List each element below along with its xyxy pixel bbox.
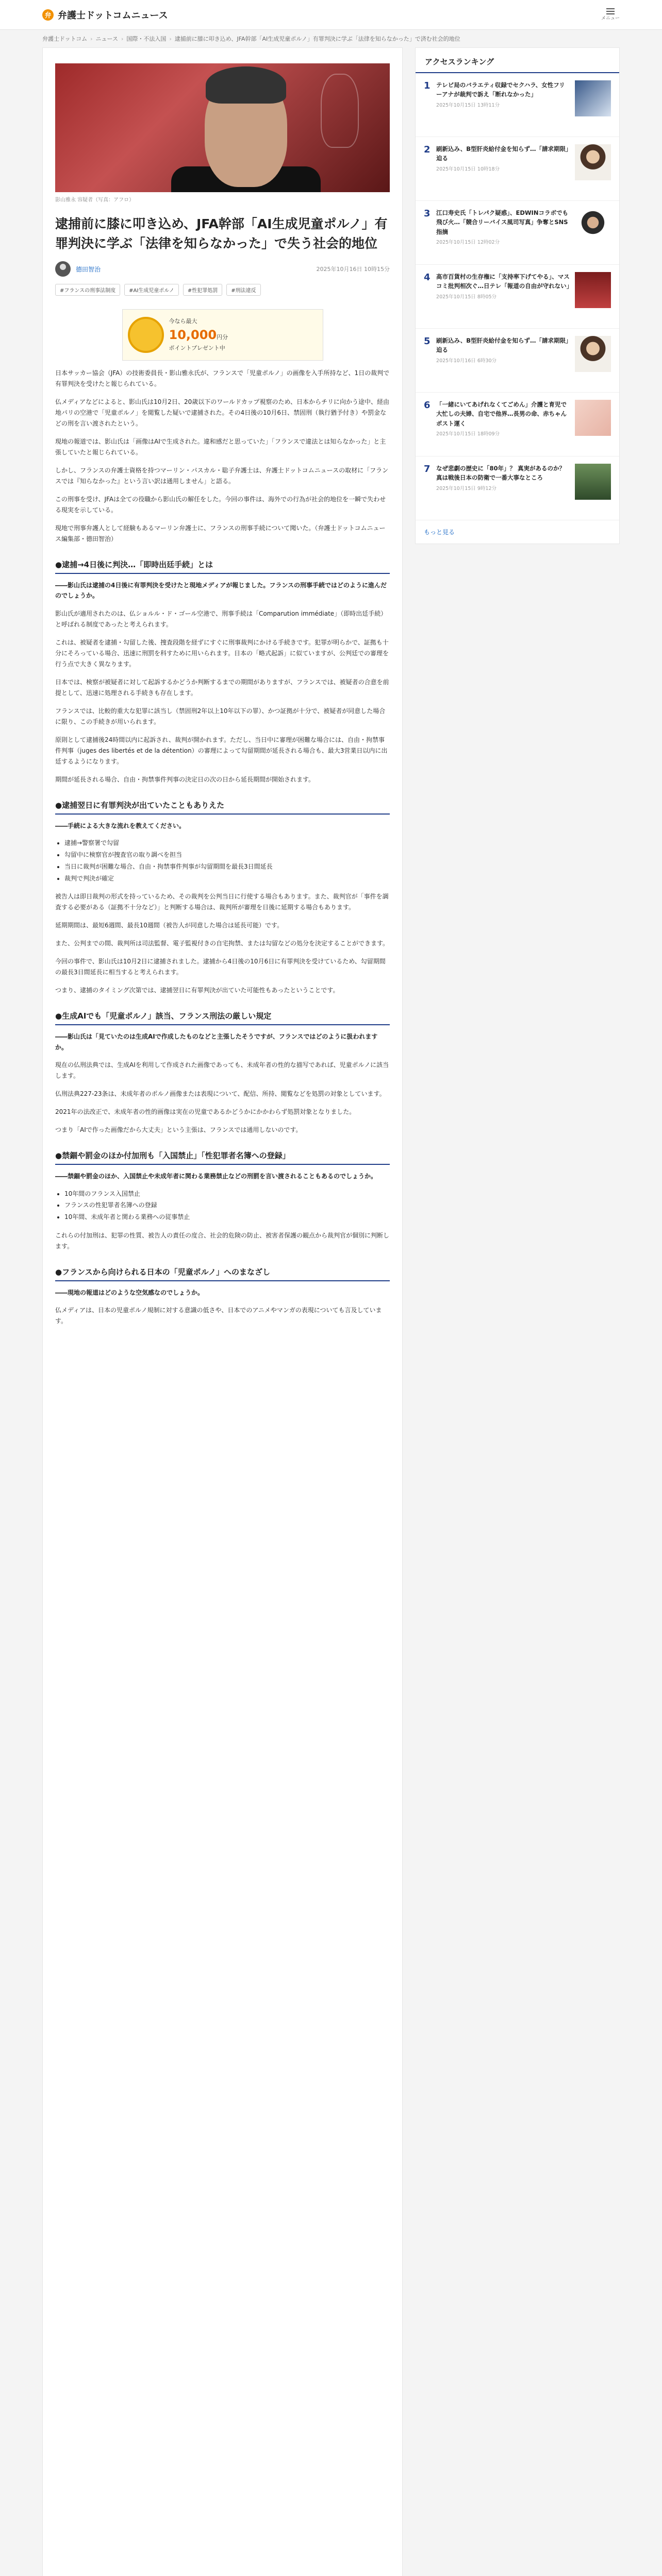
breadcrumb-category[interactable]: 国際・不法入国 (126, 36, 167, 42)
paragraph: フランスでは、比較的重大な犯罪に該当し（禁固刑2年以上10年以下の罪）、かつ証拠が十分で、被疑者が同意した場合に限り、この手続きが用いられます。 (55, 707, 386, 725)
list-item: • 裁判で判決が確定 (64, 873, 390, 885)
page-layout (0, 47, 662, 2576)
ranking-date: 2025年10月16日 6時30分 (436, 358, 497, 364)
site-name: 弁護士ドットコムニュース (58, 10, 168, 21)
ranking-thumbnail[interactable] (575, 336, 611, 372)
rank-number: 5 (424, 336, 431, 347)
list-item: • 勾留中に検察官が捜査官の取り調べを担当 (64, 849, 390, 861)
ranking-date: 2025年10月15日 13時11分 (436, 102, 500, 108)
paragraph: つまり「AIで作った画像だから大丈夫」という主張は、フランスでは通用しないのです。 (55, 1126, 302, 1134)
list-item: • 10年間、未成年者と関わる業務への従事禁止 (64, 1211, 390, 1223)
photo-subject-hair (206, 66, 286, 104)
rank-number: 6 (424, 400, 431, 411)
ad-sub: ポイントプレゼント中 (169, 345, 225, 351)
paragraph: 影山氏が適用されたのは、仏ショルル・ド・ゴール空港で、刑事手続は「Comparution immédiate」（即時出廷手続）と呼ばれる制度であったと考えられます。 (55, 609, 387, 628)
breadcrumb-separator: › (90, 35, 93, 42)
paragraph: 現地の報道では、影山氏は「画像はAIで生成された。違和感だと思っていた」「フランスで違法とは知らなかった」と主張していたと報じられている。 (55, 438, 386, 456)
ranking-title[interactable]: 刷新込み、B型肝炎給付金を知らず…「請求期限」迫る (436, 337, 569, 354)
breadcrumb-separator: › (169, 35, 172, 42)
article (42, 47, 403, 2576)
paragraph: 被告人は即日裁判の形式を持っているため、その裁判を公判当日に行使する場合もあります。また、裁判官が「事件を調査する必要がある（証拠不十分など）」と判断する場合は、裁判所が審理を日後に延期する場合もあります。 (55, 893, 389, 911)
interview-question: ――影山氏は逮捕の4日後に有罪判決を受けたと現地メディアが報じました。フランスの刑事手続ではどのように進んだのでしょうか。 (55, 582, 387, 600)
paragraph: これらの付加刑は、犯罪の性質、被告人の責任の度合、社会的危険の防止、被害者保護の観点から裁判官が個別に判断します。 (55, 1231, 390, 1250)
paragraph: 原則として逮捕後24時間以内に起訴され、裁判が開かれます。ただし、当日中に審理が困難な場合には、自由・拘禁事件判事（juges des libertés et de la détention）の審理によって勾留期間が延長される場合も、最大3営業日以内に出廷するようになります。 (55, 736, 388, 765)
bullet-list (64, 1188, 390, 1223)
section-heading: ●フランスから向けられる日本の「児童ポルノ」へのまなざし (55, 1266, 390, 1281)
ranking-date: 2025年10月15日 12時02分 (436, 240, 500, 246)
ranking-title[interactable]: 「一緒にいてあげれなくてごめん」介護と育児で大忙しの夫婦、自宅で他界…長男の命、赤ちゃんポスト運く (436, 401, 567, 427)
paragraph: この刑事を受け、JFAは全ての役職から影山氏の解任をした。今回の事件は、海外での行為が社会的地位を一瞬で失わせる現実を示している。 (55, 496, 386, 514)
article-title: 逮捕前に膝に叩き込め、JFA幹部「AI生成児童ポルノ」有罪判決に学ぶ「法律を知らなかった」で失う社会的地位 (55, 216, 388, 251)
rank-number: 2 (424, 144, 431, 155)
list-item: • フランスの性犯罪者名簿への登録 (64, 1199, 390, 1211)
photo-background-glass (321, 74, 359, 148)
ranking-thumbnail[interactable] (575, 80, 611, 116)
ranking-title[interactable]: 江口寿史氏「トレパク疑惑」、EDWINコラボでも飛び火…「競合リーバイス風司写真」争奪とSNS指摘 (436, 209, 568, 235)
logo-mark-icon: 弁 (42, 9, 54, 21)
paragraph: 現地で刑事弁護人として経験もあるマーリン弁護士に、フランスの刑事手続について聞いた。（弁護士ドットコムニュース編集部・德田智治） (55, 524, 386, 543)
paragraph: 2021年の法改正で、未成年者の性的画像は実在の児童であるかどうかにかかわらず処罰対象となりました。 (55, 1108, 356, 1116)
hamburger-icon (606, 8, 615, 14)
tag[interactable]: #フランスの刑事法制度 (55, 284, 120, 296)
ad-amount: 10,000 (169, 328, 217, 342)
ranking-item[interactable] (416, 393, 619, 456)
ranking-thumbnail[interactable] (575, 272, 611, 308)
rank-number: 4 (424, 272, 431, 283)
ranking-title[interactable]: 刷新込み、B型肝炎給付金を知らず…「請求期限」迫る (436, 145, 569, 162)
tag[interactable]: #AI生成児童ポルノ (124, 284, 179, 296)
article-body (43, 368, 402, 1327)
breadcrumb-current: 逮捕前に膝に叩き込め、JFA幹部「AI生成児童ポルノ」有罪判決に学ぶ「法律を知らなかった」で済む社会的地位 (174, 36, 460, 42)
rank-number: 1 (424, 80, 431, 91)
paragraph: 日本では、検察が被疑者に対して起訴するかどうか判断するまでの期間がありますが、フランスでは、被疑者の合意を前提として、迅速に処理される手続きも存在します。 (55, 678, 389, 697)
ad-unit: 円分 (217, 334, 228, 341)
paragraph: 延期期間は、最短6週間、最長10週間（被告人が同意した場合は延長可能）です。 (55, 922, 283, 929)
ranking-widget (415, 47, 620, 544)
paragraph: 現在の仏刑法典では、生成AIを利用して作成された画像であっても、未成年者の性的な描写であれば、児童ポルノに該当します。 (55, 1061, 389, 1080)
interview-question: ――影山氏は「見ていたのは生成AIで作成したものなどと主張したそうですが、フランスではどのように扱われますか。 (55, 1033, 378, 1051)
paragraph: また、公判までの間、裁判所は司法監督、電子監視付きの自宅拘禁、または勾留などの処分を決定することができます。 (55, 940, 389, 947)
ranking-date: 2025年10月15日 10時18分 (436, 166, 500, 172)
rank-number: 7 (424, 464, 431, 474)
interview-question: ――禁錮や罰金のほか、入国禁止や未成年者に関わる業務禁止などの刑罰を言い渡されることもあるのでしょうか。 (55, 1173, 377, 1180)
tag-list (55, 284, 390, 296)
paragraph: 仏メディアなどによると、影山氏は10月2日、20歳以下のワールドカップ視察のため、日本からチリに向かう途中、経由地パリの空港で「児童ポルノ」を閲覧した疑いで逮捕された。その4日後の10月6日、禁固刑（執行猶予付き）や罰金などの刑を言い渡されたという。 (55, 398, 390, 427)
section-heading: ●逮捕→4日後に判決…「即時出廷手続」とは (55, 559, 390, 574)
ranking-date: 2025年10月15日 8時05分 (436, 294, 497, 300)
menu-label: メニュー (601, 16, 620, 21)
publish-date: 2025年10月16日 10時15分 (316, 266, 390, 273)
list-item: • 当日に裁判が困難な場合、自由・拘禁事件判事が勾留期間を最長3日間延長 (64, 861, 390, 873)
ranking-thumbnail[interactable] (575, 464, 611, 500)
rank-number: 3 (424, 208, 431, 219)
section-heading: ●生成AIでも「児童ポルノ」該当、フランス刑法の厳しい規定 (55, 1010, 390, 1025)
paragraph: 仏メディアは、日本の児童ポルノ規制に対する意識の低さや、日本でのアニメやマンガの表現についても言及しています。 (55, 1307, 382, 1325)
breadcrumb (0, 30, 662, 47)
ranking-item[interactable] (416, 329, 619, 393)
ranking-heading: アクセスランキング (416, 48, 619, 73)
breadcrumb-separator: › (121, 35, 124, 42)
article-photo (55, 63, 390, 192)
ranking-thumbnail[interactable] (575, 208, 611, 244)
menu-button[interactable] (601, 8, 620, 21)
photo-caption: 影山雅永 容疑者（写真：アフロ） (55, 197, 135, 203)
ranking-more-link[interactable]: もっと見る (424, 529, 455, 536)
coin-icon (128, 317, 164, 353)
tag[interactable]: #性犯罪処罰 (183, 284, 222, 296)
site-logo[interactable] (42, 8, 168, 22)
ranking-item[interactable] (416, 265, 619, 329)
paragraph: 日本サッカー協会（JFA）の技術委員長・影山雅永氏が、フランスで「児童ポルノ」の画像を入手所持など、1日の裁判で有罪判決を受けたと報じられている。 (55, 369, 390, 387)
paragraph: 仏刑法典227-23条は、未成年者のポルノ画像または表現について、配信、所持、閲覧などを処罰の対象としています。 (55, 1090, 386, 1098)
ad-text (169, 317, 228, 353)
list-item: • 逮捕→警察署で勾留 (64, 837, 390, 849)
paragraph: しかし、フランスの弁護士資格を持つマーリン・パスカル・聡子弁護士は、弁護士ドットコムニュースの取材に「フランスでは『知らなかった』という言い訳は通用しません」と語る。 (55, 467, 389, 485)
breadcrumb-home[interactable]: 弁護士ドットコム (42, 36, 88, 42)
paragraph: 今回の事件で、影山氏は10月2日に逮捕されました。逮捕から4日後の10月6日に有罪判決を受けているため、勾留期間の最長3日間延長に相当すると考えられます。 (55, 958, 386, 976)
ad-lead: 今なら最大 (169, 317, 197, 325)
ranking-date: 2025年10月15日 9時12分 (436, 485, 497, 492)
sidebar (415, 47, 620, 2576)
ranking-title[interactable]: 高市百貨村の生存権に「支持率下げてやる」、マスコミ批判相次ぐ…日テレ「報道の自由が守れない」 (436, 273, 573, 290)
paragraph: つまり、逮捕のタイミング次第では、逮捕翌日に有罪判決が出ていた可能性もあったということです。 (55, 987, 339, 994)
paragraph: これは、被疑者を逮捕・勾留した後、捜査段階を経ずにすぐに刑事裁判にかける手続きです。犯罪が明らかで、証拠も十分にそろっている場合、迅速に刑罰を科すために用いられます。日本の「略式起訴」に似ていますが、公判廷での審理を行う点で大きく異なります。 (55, 638, 389, 668)
top-navigation-bar (0, 0, 662, 30)
breadcrumb-news[interactable]: ニュース (95, 36, 118, 42)
ranking-thumbnail[interactable] (575, 144, 611, 180)
ranking-item[interactable] (416, 73, 619, 137)
author-name[interactable]: 德田智治 (76, 265, 101, 273)
ranking-item[interactable] (416, 456, 619, 520)
section-heading: ●禁錮や罰金のほか付加刑も「入国禁止」「性犯罪者名簿への登録」 (55, 1150, 390, 1165)
paragraph: 期間が延長される場合、自由・拘禁事件判事の決定日の次の日から延長期間が開始されます。 (55, 775, 315, 783)
ranking-item[interactable] (416, 201, 619, 265)
ranking-thumbnail[interactable] (575, 400, 611, 436)
section-heading: ●逮捕翌日に有罪判決が出ていたこともありえた (55, 800, 390, 815)
article-byline (55, 261, 390, 277)
tag[interactable]: #刑法違反 (226, 284, 260, 296)
ranking-item[interactable] (416, 137, 619, 201)
ranking-title[interactable]: なぜ悲劇の歴史に「80年」？ 真実があるのか？ 真は戦後日本の防衛で一番大事なところ (436, 465, 566, 482)
interview-question: ――手続による大きな流れを教えてください。 (55, 822, 186, 829)
interview-question: ――現地の報道はどのような空気感なのでしょうか。 (55, 1289, 204, 1296)
ad-banner[interactable] (122, 309, 323, 361)
author-avatar[interactable] (55, 261, 71, 277)
list-item: • 10年間のフランス入国禁止 (64, 1188, 390, 1200)
ranking-date: 2025年10月15日 18時09分 (436, 431, 500, 437)
ranking-title[interactable]: テレビ局のバラエティ収録でセクハラ、女性フリーアナが裁判で訴え「断れなかった」 (436, 81, 565, 98)
bullet-list (64, 837, 390, 884)
